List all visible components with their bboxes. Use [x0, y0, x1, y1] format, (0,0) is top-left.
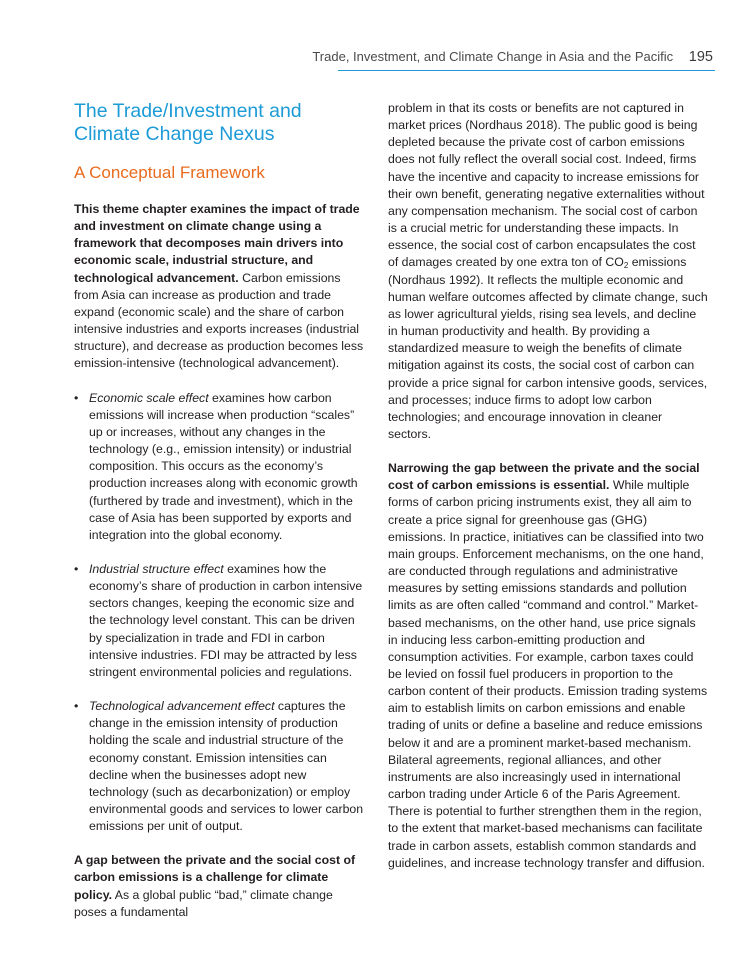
section-title: The Trade/Investment and Climate Change Nexus	[74, 100, 302, 145]
bullet-term: Technological advancement effect	[89, 699, 275, 714]
list-item-technological-advancement	[74, 698, 364, 835]
page-number: 195	[688, 49, 713, 65]
gap-paragraph	[74, 852, 364, 921]
narrowing-gap-lead: Narrowing the gap between the private and the social cost of carbon emissions is essential.	[388, 461, 700, 493]
running-title: Trade, Investment, and Climate Change in Asia and the Pacific	[312, 49, 674, 64]
gap-body: As a global public “bad,” climate change poses a fundamental	[74, 887, 333, 919]
right-column	[388, 100, 708, 889]
bullet-text: captures the change in the emission intensity of production holding the scale and industrial structure of the economy constant. Emission intensities can decline when the businesses adopt new technology (such as decarbonization) or employ environmental goods and services to lower carbon emissions per unit of output.	[89, 699, 364, 834]
subsection-title: A Conceptual Framework	[74, 163, 265, 182]
intro-lead: This theme chapter examines the impact of trade and investment on climate change using a framework that decomposes main drivers into economic scale, industrial structure, and technological advancement.	[74, 202, 360, 285]
social-cost-text-a: problem in that its costs or benefits are not captured in market prices (Nordhaus 2018). The public good is being depleted because the private cost of carbon emissions does not fully reflect the overall social cost. Indeed, firms have the incentive and capacity to increase emissions for their own benefit, generating negative externalities without any compensation mechanism. The social cost of carbon is a crucial metric for understanding these impacts. In essence, the social cost of carbon encapsulates the cost of damages created by one extra ton of CO	[388, 101, 705, 270]
bullet-text: examines how carbon emissions will increase when production “scales” up or increases, without any changes in the technology (e.g., emission intensity) or industrial composition. This occurs as the economy’s production increases along with economic growth (furthered by trade and investment), which in the case of Asia has been supported by exports and integration into the global economy.	[89, 390, 358, 542]
intro-body: Carbon emissions from Asia can increase as production and trade expand (economic scale) and the share of carbon intensive industries and exports increases (industrial structure), and decrease as production becomes less emission-intensive (technological advancement).	[74, 270, 364, 371]
narrowing-gap-paragraph	[388, 460, 708, 872]
running-head	[312, 49, 713, 65]
bullet-text: examines how the economy’s share of production in carbon intensive sectors changes, keeping the economic size and the technology level constant. This can be driven by specialization in trade and FDI in carbon intensive industries. FDI may be attracted by less stringent environmental policies and regulations.	[89, 561, 363, 679]
left-column	[74, 100, 364, 938]
header-rule	[338, 70, 715, 71]
list-item-economic-scale	[74, 390, 364, 544]
intro-paragraph	[74, 201, 364, 373]
bullet-term: Industrial structure effect	[89, 561, 224, 576]
social-cost-text-b: emissions (Nordhaus 1992). It reflects the multiple economic and human welfare outcomes affected by climate change, such as lower agricultural yields, rising sea levels, and decline in human productivity and health. By providing a standardized measure to weigh the benefits of climate mitigation against its costs, the social cost of carbon can provide a price signal for carbon intensive goods, services, and processes; induce firms to adopt low carbon technologies; and encourage innovation in cleaner sectors.	[388, 255, 708, 441]
narrowing-gap-body: While multiple forms of carbon pricing instruments exist, they all aim to create a price signal for greenhouse gas (GHG) emissions. In practice, initiatives can be classified into two main groups. Enforcement mechanisms, on the one hand, are conducted through regulations and administrative measures by setting emissions standards and pollution limits as are often called “command and control.” Market-based mechanisms, on the other hand, use price signals in inducing less carbon-emitting production and consumption activities. For example, carbon taxes could be levied on fossil fuel producers in proportion to the carbon content of their products. Emission trading systems aim to establish limits on carbon emissions and enable trading of units or define a baseline and reduce emissions below it and are a prominent market-based mechanism. Bilateral agreements, regional alliances, and other instruments are also increasingly used in international carbon trading under Article 6 of the Paris Agreement. There is potential to further strengthen them in the region, to the extent that market-based mechanisms can facilitate trade in carbon assets, establish common standards and guidelines, and increase technology transfer and diffusion.	[388, 478, 708, 870]
bullet-term: Economic scale effect	[89, 390, 209, 405]
co2-subscript: 2	[623, 261, 629, 271]
effects-list	[74, 390, 364, 836]
social-cost-paragraph	[388, 100, 708, 443]
list-item-industrial-structure	[74, 561, 364, 681]
gap-lead: A gap between the private and the social cost of carbon emissions is a challenge for climate policy.	[74, 853, 356, 902]
